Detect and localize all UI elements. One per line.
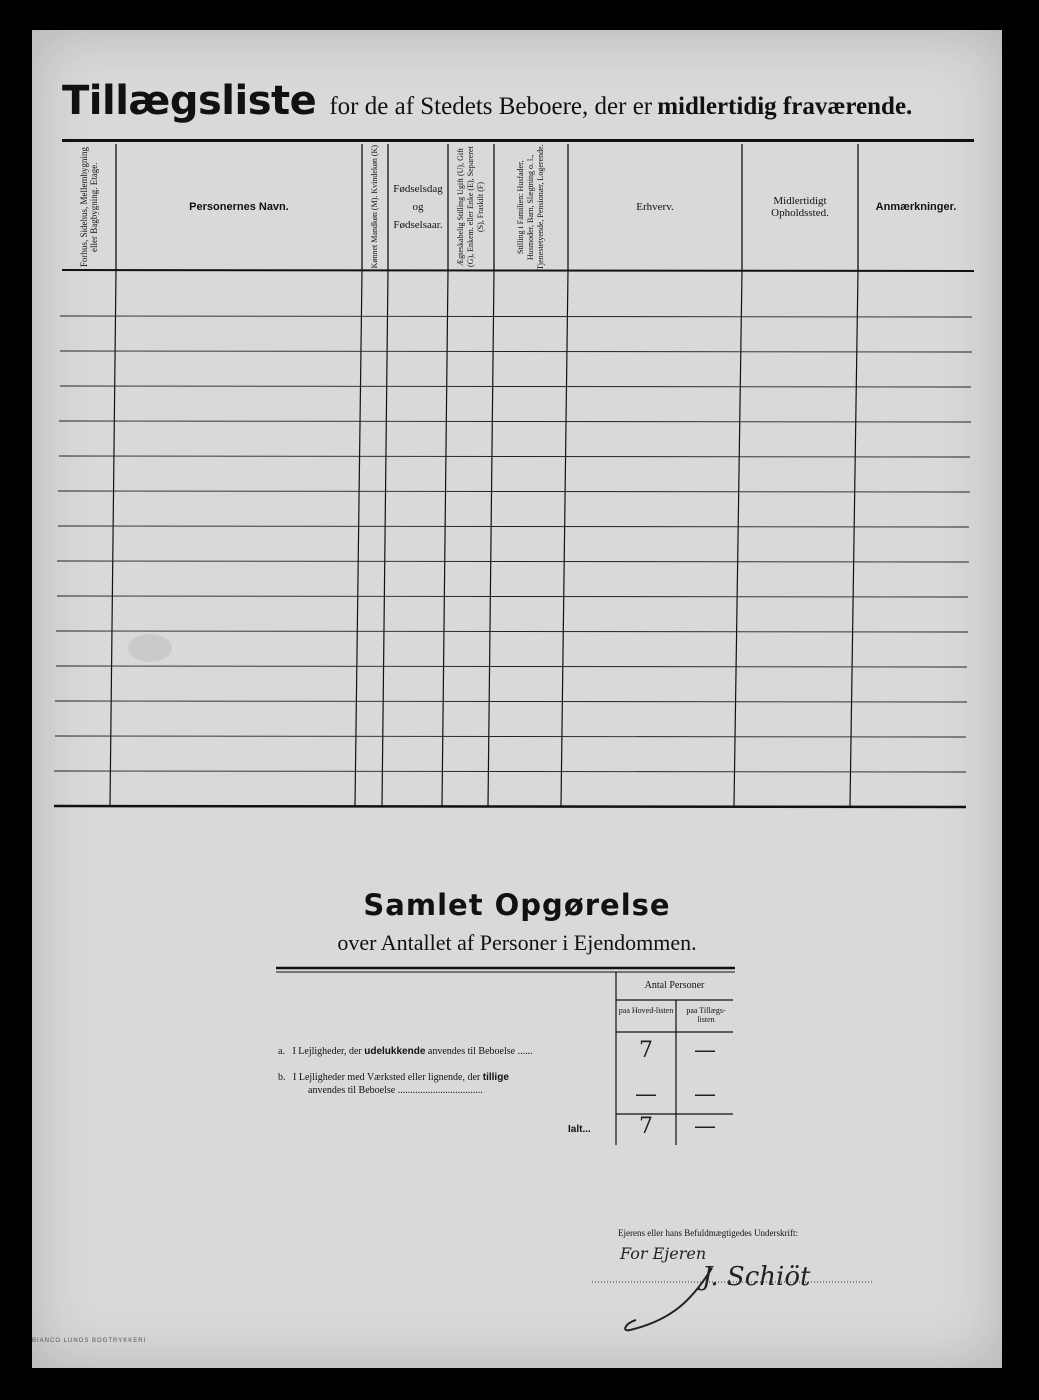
summary-row-b-letter: b.: [278, 1072, 286, 1083]
form-title-subtitle: for de af Stedets Beboere, der er: [329, 93, 653, 120]
col-header-stay-label: Midlertidigt Opholdssted.: [771, 195, 829, 219]
summary-row-a-pre: I Lejligheder, der: [292, 1046, 362, 1057]
col-header-birth-label: Fødselsdag og Fødselsaar.: [393, 183, 443, 231]
summary-row-b-supp: —: [694, 1082, 716, 1107]
summary-total-label: Ialt...: [568, 1124, 591, 1135]
summary-row-b-post: anvendes til Beboelse: [308, 1085, 396, 1096]
summary-col-group: Antal Personer: [644, 980, 705, 991]
col-header-family-label: Stilling i Familien: Husfader, Husmoder, Barn, Slægtning o. l., Tjenestetyende, Pensionær, Logerende.: [516, 144, 545, 270]
col-header-sex-label: Kønnet Mandkøn (M). Kvindekøn (K): [370, 145, 379, 269]
census-form-sheet: [32, 30, 1002, 1368]
summary-row-a-supp: —: [694, 1038, 716, 1063]
summary-col-supp: paa Tillægs-listen: [686, 1006, 726, 1024]
summary-col-main: paa Hoved-listen: [618, 1006, 674, 1015]
summary-total-main: 7: [639, 1114, 653, 1139]
summary-row-a-main: 7: [639, 1038, 653, 1063]
signature-label: Ejerens eller hans Befuldmægtigedes Underskrift:: [618, 1228, 798, 1238]
summary-row-a: a. I Lejligheder, der udelukkende anvendes til Beboelse ......: [278, 1046, 533, 1057]
summary-title: Samlet Opgørelse: [363, 888, 671, 922]
form-title-main: Tillægsliste: [62, 78, 317, 124]
signature-line2: J. Schiöt: [702, 1262, 811, 1292]
summary-row-b: b. I Lejligheder med Værksted eller lignende, der tillige anvendes til Beboelse ..................................: [278, 1072, 509, 1096]
signature-line1: For Ejeren: [620, 1244, 707, 1263]
summary-row-a-post: anvendes til Beboelse: [427, 1046, 516, 1057]
summary-row-b-pre: I Lejligheder med Værksted eller lignende, der: [293, 1072, 481, 1083]
col-header-name-label: Personernes Navn.: [189, 201, 289, 213]
col-header-marital-label: Ægteskabelig Stilling Ugift (U), Gift (G), Enkem. eller Enke (E), Separeret (S), Fraskilt (F): [456, 146, 485, 268]
summary-row-b-bold: tillige: [482, 1072, 509, 1083]
summary-total-label-text: Ialt: [568, 1124, 583, 1135]
printer-imprint: BIANCO LUNOS BOGTRYKKERI: [32, 1338, 147, 1344]
summary-subtitle: over Antallet af Personer i Ejendommen.: [337, 930, 697, 955]
summary-total-supp: —: [694, 1114, 716, 1139]
col-header-remarks-label: Anmærkninger.: [875, 201, 957, 213]
form-title-emphasis: midlertidig fraværende.: [657, 93, 913, 120]
col-header-occupation-label: Erhverv.: [636, 201, 674, 213]
summary-row-a-bold: udelukkende: [364, 1046, 426, 1057]
col-header-floor-label: Forhus, Sidehus, Mellembygning eller Bagbygning. Etage.: [79, 147, 99, 268]
summary-row-a-letter: a.: [278, 1046, 285, 1057]
table-grid: [32, 30, 1002, 830]
summary-row-b-main: —: [635, 1082, 657, 1107]
